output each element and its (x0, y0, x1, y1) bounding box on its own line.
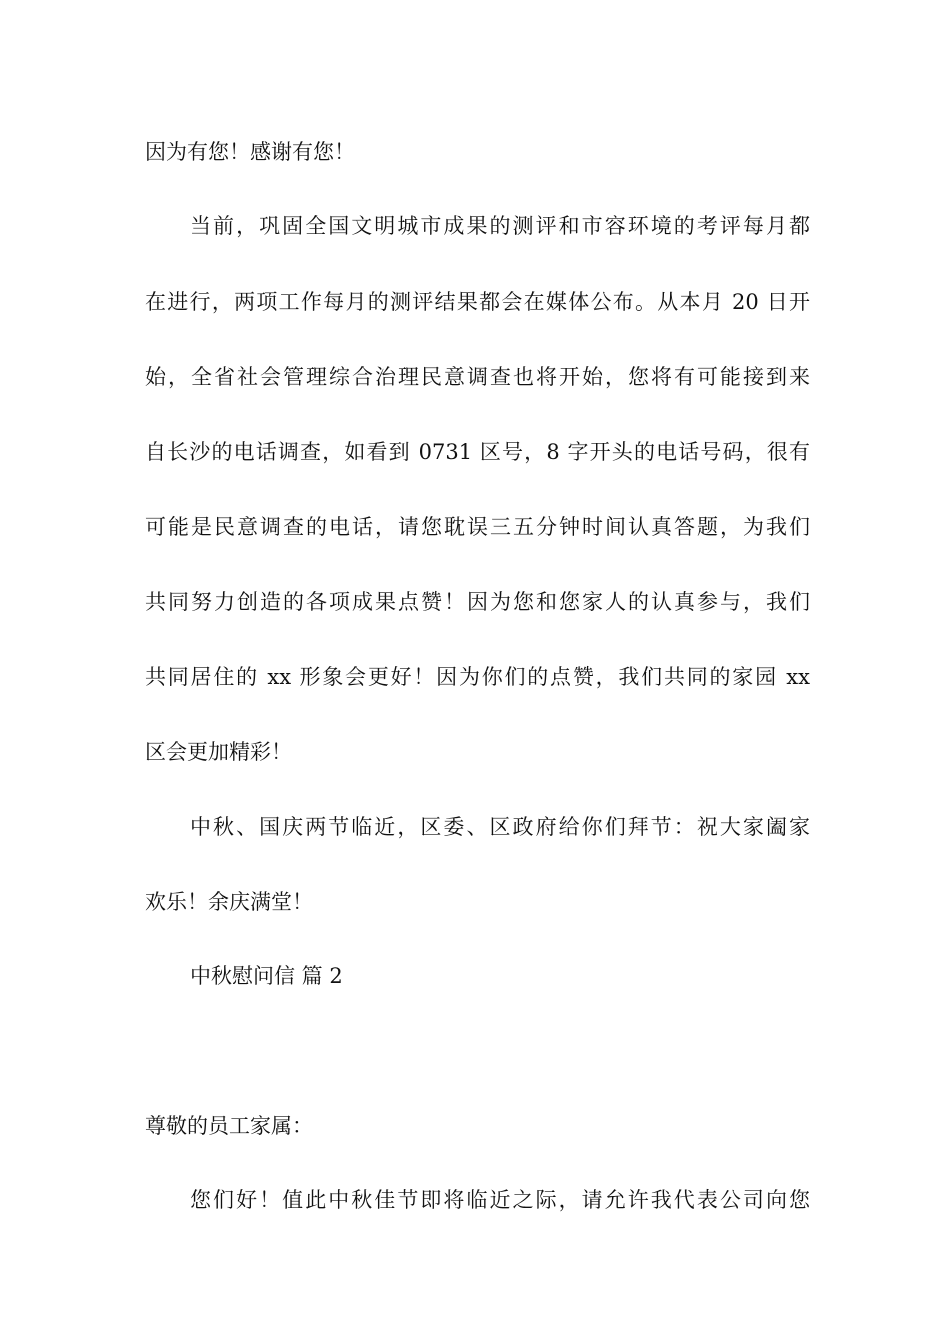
paragraph-line: 始，全省社会管理综合治理民意调查也将开始，您将有可能接到来 (145, 365, 810, 389)
salutation: 尊敬的员工家属： (145, 1114, 313, 1138)
paragraph-line: 可能是民意调查的电话，请您耽误三五分钟时间认真答题，为我们 (145, 515, 810, 539)
paragraph-line: 区会更加精彩！ (145, 740, 292, 764)
paragraph-line: 欢乐！余庆满堂！ (145, 890, 313, 914)
paragraph-line: 您们好！值此中秋佳节即将临近之际，请允许我代表公司向您 (190, 1188, 810, 1212)
paragraph-line: 当前，巩固全国文明城市成果的测评和市容环境的考评每月都 (190, 214, 810, 238)
paragraph-line: 共同努力创造的各项成果点赞！因为您和您家人的认真参与，我们 (145, 590, 810, 614)
paragraph-line: 共同居住的 xx 形象会更好！因为你们的点赞，我们共同的家园 xx (145, 665, 810, 689)
paragraph-closing-line: 因为有您！感谢有您！ (145, 140, 355, 164)
paragraph-line: 中秋、国庆两节临近，区委、区政府给你们拜节：祝大家阖家 (190, 815, 810, 839)
paragraph-line: 在进行，两项工作每月的测评结果都会在媒体公布。从本月 20 日开 (145, 290, 810, 314)
section-heading: 中秋慰问信 篇 2 (190, 964, 343, 988)
paragraph-line: 自长沙的电话调查，如看到 0731 区号，8 字开头的电话号码，很有 (145, 440, 810, 464)
